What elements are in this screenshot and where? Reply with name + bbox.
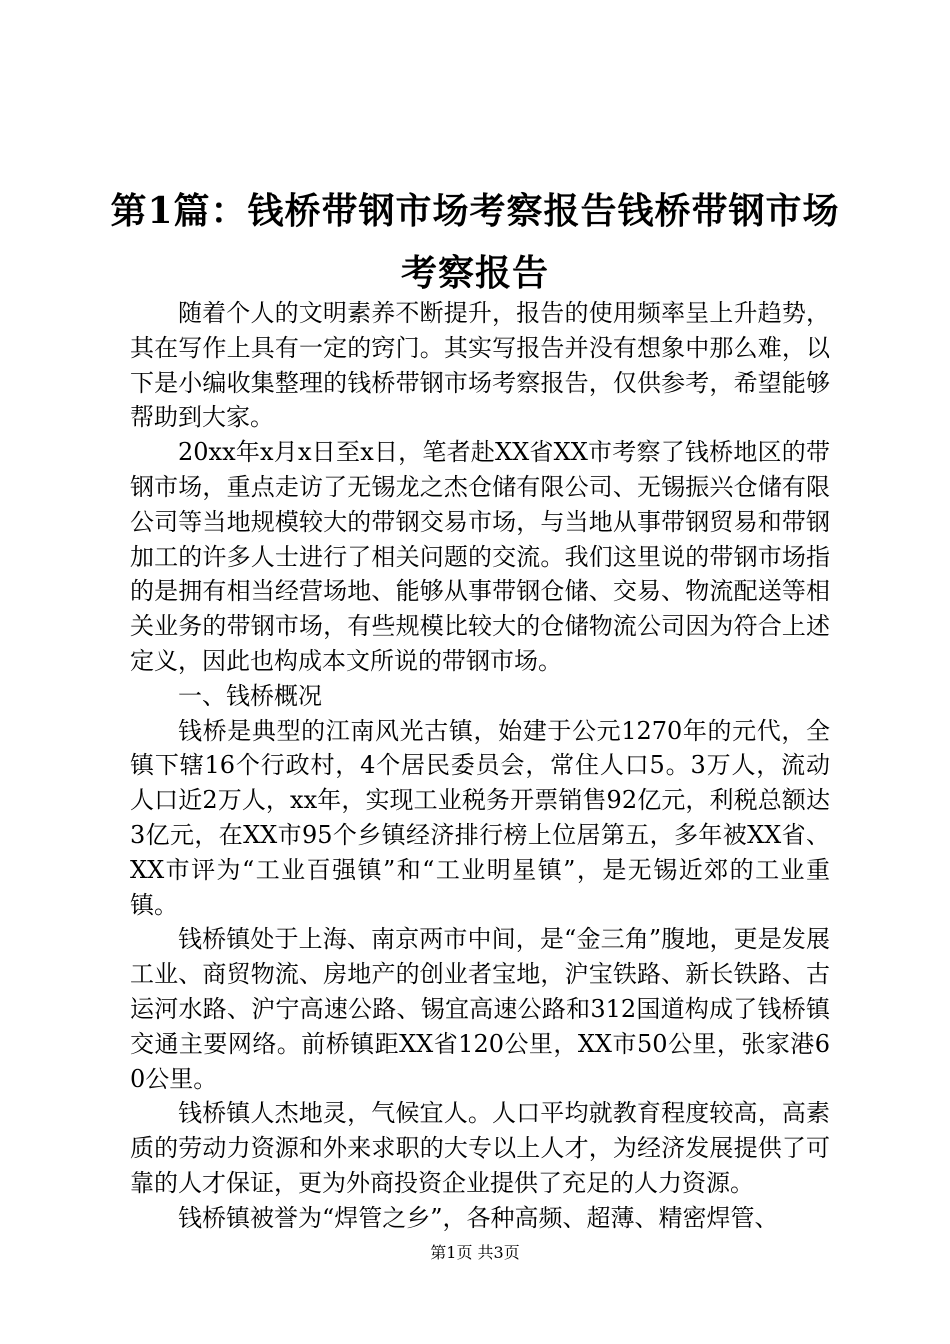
document-body [130,296,830,1236]
section-heading-overview: 一、钱桥概况 [178,681,322,710]
paragraph-location: 钱桥镇处于上海、南京两市中间，是“金三角”腹地，更是发展工业、商贸物流、房地产的创业者宝地，沪宝铁路、新长铁路、古运河水路、沪宁高速公路、锡宜高速公路和312国道构成了钱桥镇交通主要网络。前桥镇距XX省120公里，XX市50公里，张家港60公里。 [130,925,830,1093]
paragraph-intro: 随着个人的文明素养不断提升，报告的使用频率呈上升趋势，其在写作上具有一定的窍门。其实写报告并没有想象中那么难，以下是小编收集整理的钱桥带钢市场考察报告，仅供参考，希望能够帮助到大家。 [130,299,830,432]
page-footer: 第1页 共3页 [430,1243,520,1262]
paragraph-talent: 钱桥镇人杰地灵，气候宜人。人口平均就教育程度较高，高素质的劳动力资源和外来求职的大专以上人才，为经济发展提供了可靠的人才保证，更为外商投资企业提供了充足的人力资源。 [130,1099,830,1197]
document-title: 第1篇：钱桥带钢市场考察报告钱桥带钢市场考察报告 [110,190,840,294]
paragraph-welded-pipe: 钱桥镇被誉为“焊管之乡”，各种高频、超薄、精密焊管、 [178,1203,779,1232]
paragraph-visit: 20xx年x月x日至x日，笔者赴XX省XX市考察了钱桥地区的带钢市场，重点走访了无锡龙之杰仓储有限公司、无锡振兴仓储有限公司等当地规模较大的带钢交易市场，与当地从事带钢贸易和带钢加工的许多人士进行了相关问题的交流。我们这里说的带钢市场指的是拥有相当经营场地、能够从事带钢仓储、交易、物流配送等相关业务的带钢市场，有些规模比较大的仓储物流公司因为符合上述定义，因此也构成本文所说的带钢市场。 [130,438,830,675]
paragraph-town-history: 钱桥是典型的江南风光古镇，始建于公元1270年的元代，全镇下辖16个行政村，4个居民委员会，常住人口5。3万人，流动人口近2万人，xx年，实现工业税务开票销售92亿元，利税总额达3亿元，在XX市95个乡镇经济排行榜上位居第五，多年被XX省、XX市评为“工业百强镇”和“工业明星镇”，是无锡近郊的工业重镇。 [130,716,830,919]
